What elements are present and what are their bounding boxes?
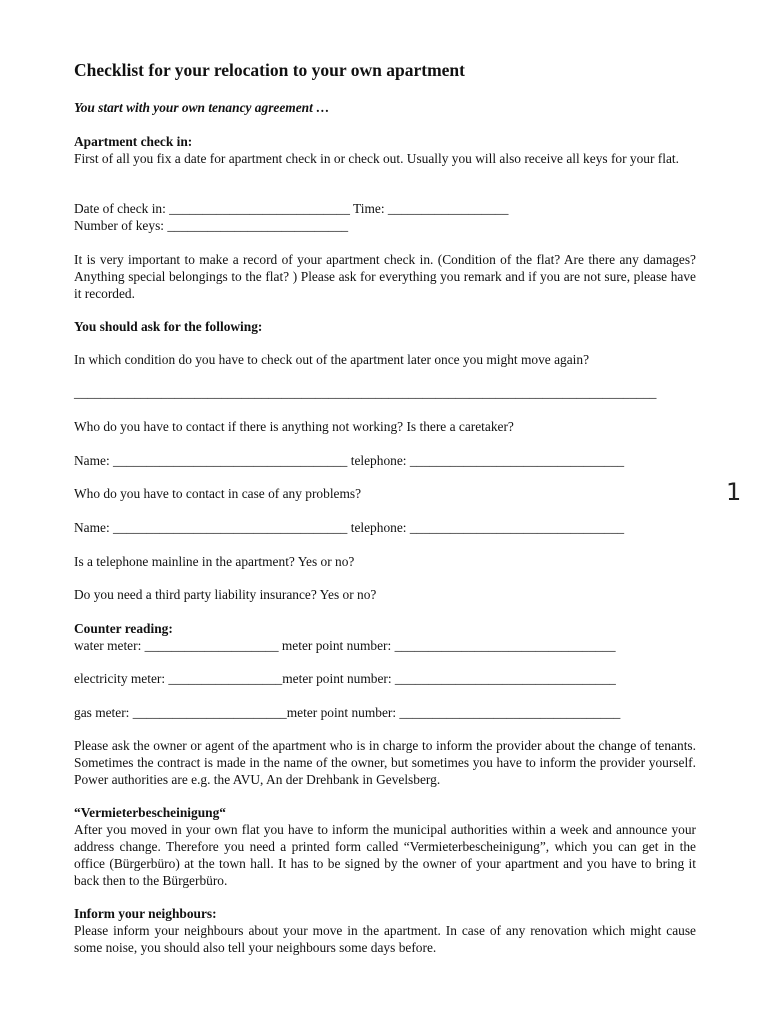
vermieter-heading: “Vermieterbescheinigung“ (74, 805, 226, 820)
neighbours-heading: Inform your neighbours: (74, 906, 217, 921)
question-caretaker: Who do you have to contact if there is anything not working? Is there a caretaker? (74, 419, 514, 434)
water-meter-line: water meter: ____________________ meter point number: _________________________________ (74, 638, 616, 653)
answer-blank-line: _______________________________________________________________________________________ (74, 385, 657, 400)
page-number: 1 (726, 478, 742, 506)
question-checkout-condition: In which condition do you have to check out of the apartment later once you might move again? (74, 352, 590, 367)
page-title: Checklist for your relocation to your own apartment (74, 60, 465, 80)
counter-reading-heading: Counter reading: (74, 621, 173, 636)
electricity-meter-line: electricity meter: _________________meter point number: _________________________________ (74, 671, 616, 686)
date-of-check-in-line: Date of check in: ___________________________ Time: __________________ (74, 201, 509, 216)
caretaker-name-telephone-line: Name: ___________________________________ telephone: ________________________________ (74, 453, 625, 468)
gas-meter-line: gas meter: _______________________meter point number: _________________________________ (74, 705, 621, 720)
question-liability-insurance: Do you need a third party liability insurance? Yes or no? (74, 587, 377, 602)
check-in-heading: Apartment check in: (74, 134, 193, 149)
provider-note: Please ask the owner or agent of the apartment who is in charge to inform the provider about the change of tenants. Sometimes the contract is made in the name of the owner, but sometimes you have to inform the provider yourself. Power authorities are e.g. the AVU, An der Drehbank in Gevelsberg. (74, 738, 696, 787)
ask-heading: You should ask for the following: (74, 319, 263, 334)
problems-name-telephone-line: Name: ___________________________________ telephone: ________________________________ (74, 520, 625, 535)
neighbours-text: Please inform your neighbours about your move in the apartment. In case of any renovation which might cause some noise, you should also tell your neighbours some days before. (74, 923, 696, 955)
record-note: It is very important to make a record of your apartment check in. (Condition of the flat? Are there any damages? Anything special belongings to the flat? ) Please ask for everything you remark and if you are not sure, please have it recorded. (74, 252, 696, 301)
question-contact-problems: Who do you have to contact in case of any problems? (74, 486, 362, 501)
check-in-intro: First of all you fix a date for apartment check in or check out. Usually you will also receive all keys for your flat. (74, 151, 679, 166)
subtitle: You start with your own tenancy agreement … (74, 100, 330, 115)
question-telephone-mainline: Is a telephone mainline in the apartment? Yes or no? (74, 554, 355, 569)
number-of-keys-line: Number of keys: ___________________________ (74, 218, 349, 233)
vermieter-text: After you moved in your own flat you have to inform the municipal authorities within a week and announce your address change. Therefore you need a printed form called “Vermieterbescheinigung”, which you can get in the office (Bürgerbüro) at the town hall. It has to be signed by the owner of your apartment and you have to bring it back then to the Bürgerbüro. (74, 822, 696, 888)
